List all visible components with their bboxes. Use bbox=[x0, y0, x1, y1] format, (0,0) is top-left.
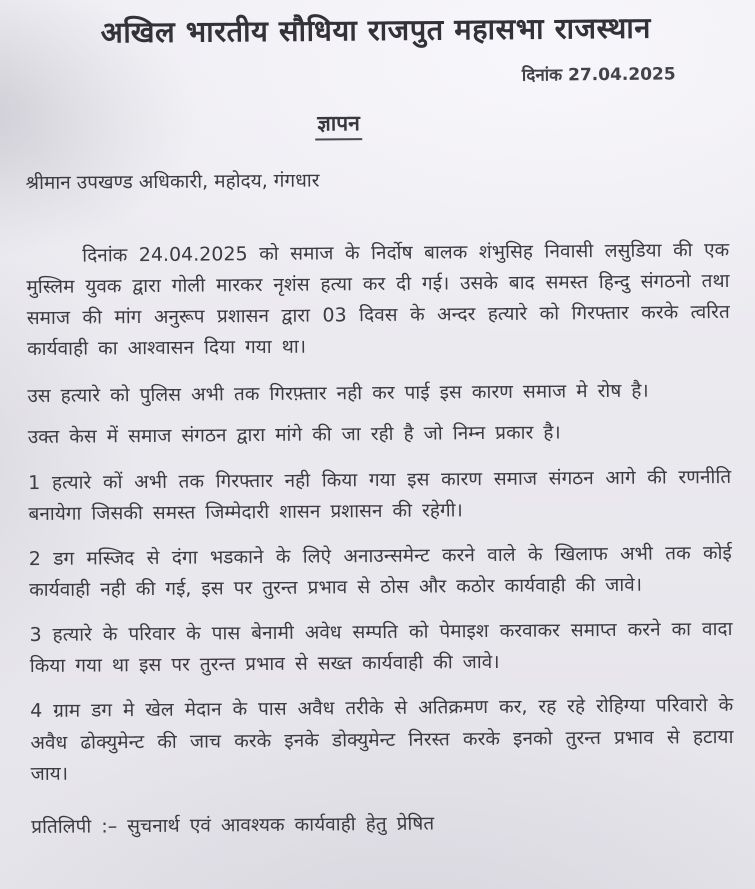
organization-title: अखिल भारतीय सौधिया राजपुत महासभा राजस्थान bbox=[100, 10, 652, 50]
demand-item-3: 3 हत्यारे के परिवार के पास बेनामी अवेध सम्पति को पेमाइश करवाकर समाप्त करने का वादा किया गया था इस पर तुरन्त प्रभाव से सख्त कार्यवाही की जावे। bbox=[29, 618, 733, 678]
memo-heading: ज्ञापन bbox=[315, 109, 362, 140]
copy-distribution-note: प्रतिलिपी :– सुचनार्थ एवं आवश्यक कार्यवाही हेतु प्रेषित bbox=[31, 812, 435, 838]
demand-item-4: 4 ग्राम डग मे खेल मेदान के पास अवैध तरीके से अतिक्रमण कर, रह रहे रोहिग्या परिवारो के अवैध ढोक्युमेन्ट की जाच करके इनके डोक्युमेन्ट निरस्त करके इनको तुरन्त प्रभाव से हटाया जाय। bbox=[30, 694, 734, 785]
memo-heading-row bbox=[25, 106, 728, 143]
memo-date: दिनांक 27.04.2025 bbox=[521, 63, 676, 86]
demand-item-1: 1 हत्यारे कों अभी तक गिरफ्तार नही किया गया इस कारण समाज संगठन आगे की रणनीति बनायेगा जिसकी समस्त जिम्मेदारी शासन प्रशासन की रहेगी। bbox=[28, 465, 732, 525]
salutation-line: श्रीमान उपखण्ड अधिकारी, महोदय, गंगधार bbox=[25, 169, 320, 194]
body-paragraph: उस हत्यारे को पुलिस अभी तक गिरफ़्तार नही कर पाई इस कारण समाज मे रोष है। bbox=[27, 379, 649, 408]
body-paragraph: उक्त केस में समाज संगठन द्वारा मांगे की जा रही है जो निम्न प्रकार है। bbox=[27, 421, 561, 449]
demand-item-2: 2 डग मस्जिद से दंगा भडकाने के लिऐ अनाउन्समेन्ट करने वाले के खिलाफ अभी तक कोई कार्यवाही नही की गई, इस पर तुरन्त प्रभाव से ठोस और कठोर कार्यवाही की जावे। bbox=[28, 541, 732, 602]
body-paragraph: दिनांक 24.04.2025 को समाज के निर्दोष बालक शंभुसिह निवासी लसुडिया की एक मुस्लिम युवक द्वारा गोली मारकर नृशंस हत्या कर दी गई। उसके बाद समस्त हिन्दु संगठनो तथा समाज की मांग अनुरूप प्रशासन द्वारा 03 दिवस के अन्दर हत्यारे को गिरफ्तार करके त्वरित कार्यवाही का आश्वासन दिया गया था। bbox=[26, 238, 730, 361]
